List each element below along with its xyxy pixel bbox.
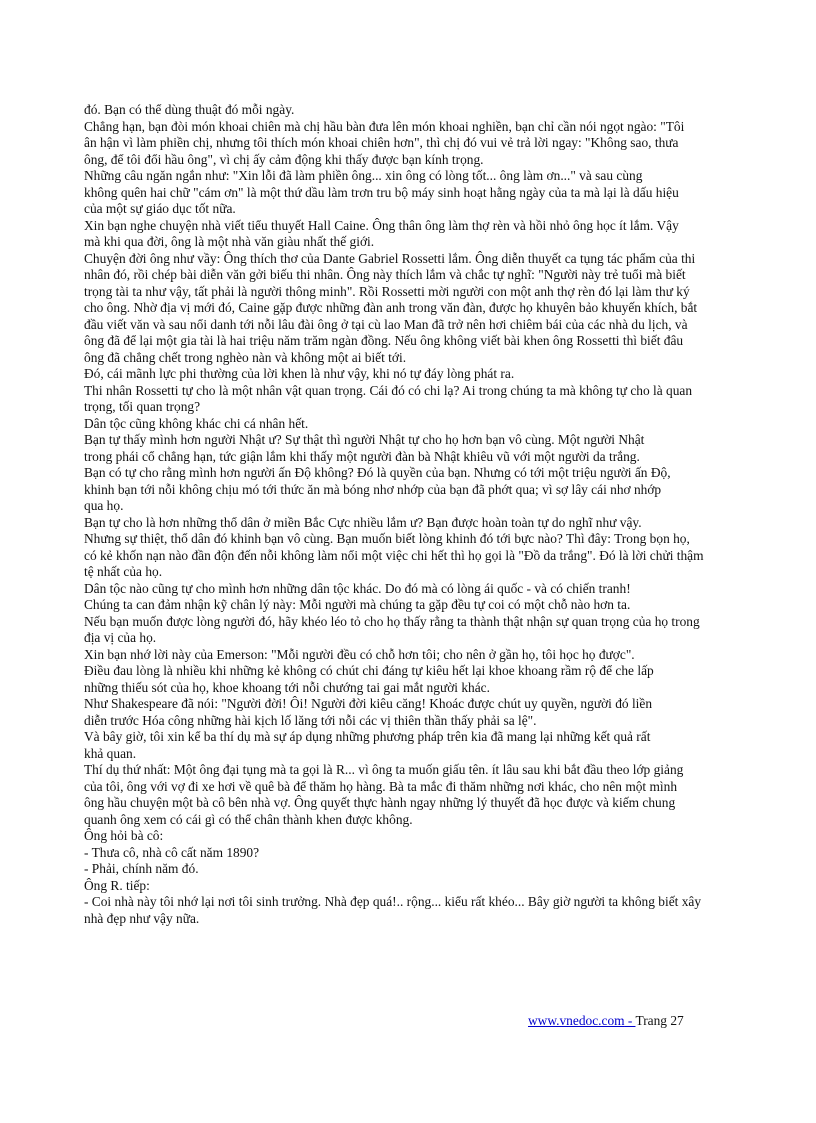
- text-line: cho ông. Nhờ địa vị mới đó, Caine gặp được những đàn anh trong văn đàn, được họ khuyên bảo khuyến khích, bắt: [84, 300, 698, 315]
- text-line: Bạn tự cho là hơn những thổ dân ở miền Bắc Cực nhiều lắm ư? Bạn được hoàn toàn tự do nghĩ như vậy.: [84, 514, 642, 530]
- document-body: [84, 102, 732, 927]
- text-line: trong phái cổ chẳng hạn, tức giận lắm khi thấy một người đàn bà Nhật khiêu vũ với một người da trắng.: [84, 448, 640, 464]
- text-line: nhà đẹp như vậy nữa.: [84, 910, 200, 926]
- text-line: Nếu bạn muốn được lòng người đó, hãy khéo léo tỏ cho họ thấy rằng ta thành thật nhận sự quan trọng của họ trong: [84, 613, 700, 629]
- text-line: Ông R. tiếp:: [84, 877, 150, 893]
- text-line: ông đã để lại một gia tài là hai triệu năm trăm ngàn đồng. Nếu ông không viết bài khen ông Rossetti thì biết đâu: [84, 333, 684, 348]
- text-line: - Coi nhà này tôi nhớ lại nơi tôi sinh trưởng. Nhà đẹp quá!.. rộng... kiểu rất khéo... Bây giờ người ta không biết xây: [84, 894, 702, 909]
- text-line: Chuyện đời ông như vầy: Ông thích thơ của Dante Gabriel Rossetti lắm. Ông diễn thuyết ca tụng tác phẩm của thi: [84, 250, 696, 266]
- text-line: Như Shakespeare đã nói: "Người đời! Ôi! Người đời kiêu căng! Khoác được chút uy quyền, người đó liền: [84, 696, 653, 711]
- text-line: Điều đau lòng là nhiều khi những kẻ không có chút chi đáng tự kiêu hết lại khoe khoang rầm rộ để che lấp: [84, 663, 654, 678]
- text-line: diễn trước Hóa công những hài kịch lố lăng tới nỗi các vị thiên thần thấy phải sa lệ".: [84, 712, 537, 728]
- text-line: Chẳng hạn, bạn đòi món khoai chiên mà chị hầu bàn đưa lên món khoai nghiền, bạn chỉ cần nói ngọt ngào: "Tôi: [84, 118, 685, 134]
- text-line: tệ nhất của họ.: [84, 564, 163, 579]
- text-line: Những câu ngăn ngắn như: "Xin lỗi đã làm phiền ông... xin ông có lòng tốt... ông làm ơn..." và sau cùng: [84, 168, 643, 183]
- text-line: Dân tộc nào cũng tự cho mình hơn những dân tộc khác. Do đó mà có lòng ái quốc - và có chiến tranh!: [84, 580, 631, 596]
- text-line: ông, để tôi đổi hầu ông", vì chị ấy cảm động khi thấy được bạn kính trọng.: [84, 151, 484, 167]
- text-line: khinh bạn tới nỗi không chịu mó tới thức ăn mà bóng nhơ nhớp của bạn đã phớt qua; vì sợ lây cái nhơ nhớp: [84, 481, 662, 497]
- text-line: Đó, cái mãnh lực phi thường của lời khen là như vậy, khi nó tự đáy lòng phát ra.: [84, 366, 515, 381]
- text-line: Thi nhân Rossetti tự cho là một nhân vật quan trọng. Cái đó có chi lạ? Ai trong chúng ta mà không tự cho là quan: [84, 382, 693, 398]
- text-line: Bạn tự thấy mình hơn người Nhật ư? Sự thật thì người Nhật tự cho họ hơn bạn vô cùng. Một người Nhật: [84, 432, 645, 447]
- text-line: Xin bạn nhớ lời này của Emerson: "Mỗi người đều có chỗ hơn tôi; cho nên ở gần họ, tôi học họ được".: [84, 646, 635, 662]
- footer-separator: -: [624, 1013, 636, 1028]
- text-line: ân hận vì làm phiền chị, nhưng tôi thích món khoai chiên hơn", thì chị đó vui vẻ trả lời ngay: "Không sao, thưa: [84, 135, 679, 150]
- text-line: Và bây giờ, tôi xin kể ba thí dụ mà sự áp dụng những phương pháp trên kia đã mang lại những kết quả rất: [84, 729, 651, 744]
- footer-link[interactable]: www.vnedoc.com: [528, 1013, 625, 1028]
- text-line: không quên hai chữ "cám ơn" là một thứ dầu làm trơn tru bộ máy sinh hoạt hằng ngày của ta mà lại là dấu hiệu: [84, 184, 679, 200]
- text-line: - Phải, chính năm đó.: [84, 861, 199, 876]
- text-line: đầu viết văn và sau nổi danh tới nỗi lâu đài ông ở tại cù lao Man đã trở nên hơi chiêm bái của các nhà du lịch, và: [84, 316, 688, 332]
- text-line: Xin bạn nghe chuyện nhà viết tiểu thuyết Hall Caine. Ông thân ông làm thợ rèn và hồi nhỏ ông học ít lắm. Vậy: [84, 217, 679, 233]
- text-line: quanh ông xem có cái gì có thể chân thành khen được không.: [84, 811, 413, 827]
- text-line: Ông hỏi bà cô:: [84, 828, 164, 843]
- text-line: trọng, tối quan trọng?: [84, 399, 201, 414]
- text-line: Nhưng sự thiệt, thổ dân đó khinh bạn vô cùng. Bạn muốn biết lòng khinh đó tới bực nào? Thì đây: Trong bọn họ,: [84, 531, 690, 546]
- text-line: Dân tộc cũng không khác chi cá nhân hết.: [84, 415, 309, 431]
- text-line: của một sự giáo dục tốt nữa.: [84, 201, 236, 216]
- text-line: ông hầu chuyện một bà cô bên nhà vợ. Ông quyết thực hành ngay những lý thuyết đã học được và kiếm chung: [84, 795, 676, 810]
- text-line: Bạn có tự cho rằng mình hơn người ấn Độ không? Đó là quyền của bạn. Nhưng có tới một triệu người ấn Độ,: [84, 465, 671, 480]
- text-line: - Thưa cô, nhà cô cất năm 1890?: [84, 844, 260, 860]
- text-line: đó. Bạn có thể dùng thuật đó mỗi ngày.: [84, 102, 295, 117]
- text-line: những thiếu sót của họ, khoe khoang tới nỗi chướng tai gai mắt người khác.: [84, 679, 490, 695]
- page-number: Trang 27: [635, 1013, 684, 1028]
- text-line: Thí dụ thứ nhất: Một ông đại tụng mà ta gọi là R... vì ông ta muốn giấu tên. ít lâu sau khi bắt đầu theo lớp giảng: [84, 762, 684, 777]
- text-line: Chúng ta can đảm nhận kỹ chân lý này: Mỗi người mà chúng ta gặp đều tự coi có một chỗ nào hơn ta.: [84, 597, 631, 612]
- text-line: qua họ.: [84, 498, 124, 513]
- text-line: ông đã chẳng chết trong nghèo nàn và không một ai biết tới.: [84, 349, 407, 365]
- text-line: trọng tài ta như vậy, tất phải là người thông minh". Rồi Rossetti mời người con một anh thợ rèn đó lại làm thư ký: [84, 283, 690, 299]
- text-line: của tôi, ông với vợ đi xe hơi về quê bà để thăm họ hàng. Bà ta mắc đi thăm những nơi khác, cho nên một mình: [84, 778, 678, 794]
- page-footer: [528, 1013, 684, 1029]
- text-line: nhân đó, rồi chép bài diễn văn gởi biếu thi nhân. Ông này thích lắm và chắc tự nghĩ: "Người này trẻ tuổi mà biết: [84, 267, 686, 282]
- text-line: địa vị của họ.: [84, 630, 157, 645]
- text-line: có kẻ khốn nạn nào đần độn đến nỗi không làm nổi một việc chi hết thì họ gọi là "Đồ da trắng". Đó là lời chửi thậm: [84, 547, 704, 563]
- text-line: mà khi qua đời, ông là một nhà văn giàu nhất thế giới.: [84, 234, 375, 249]
- text-line: khả quan.: [84, 745, 137, 761]
